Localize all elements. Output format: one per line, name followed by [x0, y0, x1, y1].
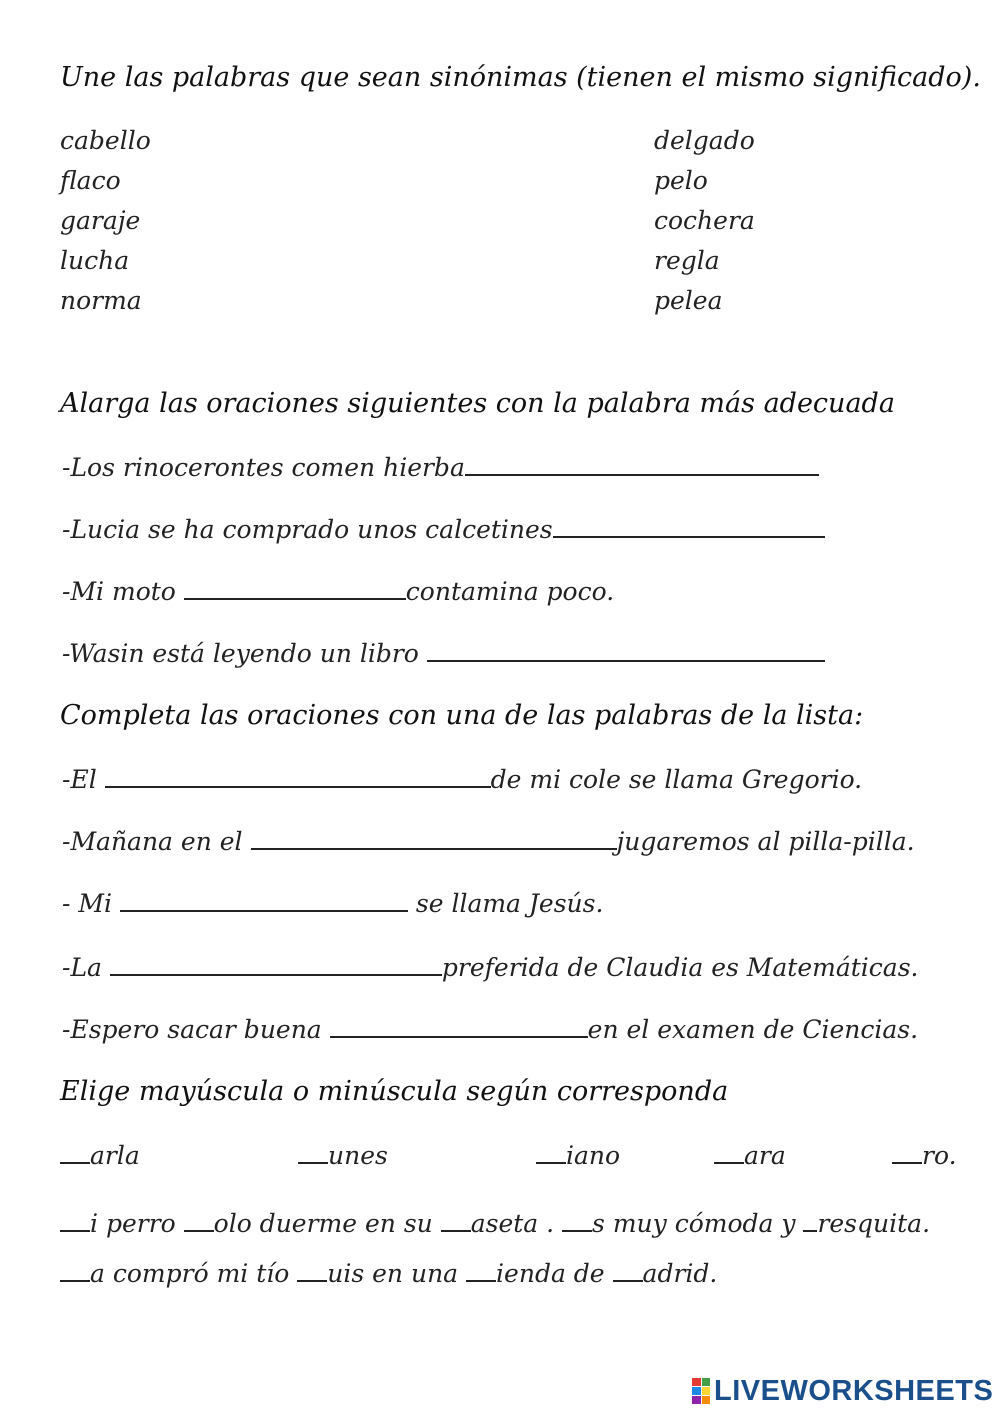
- sentence: [62, 952, 918, 982]
- sentence-text: - Mi: [62, 889, 120, 918]
- right-word: pelea: [654, 286, 723, 315]
- sentence-text: ienda de: [496, 1259, 613, 1288]
- word-text: ro.: [922, 1141, 957, 1170]
- word-item: [60, 1140, 140, 1170]
- right-word: delgado: [654, 126, 755, 155]
- letter-blank[interactable]: [892, 1140, 922, 1164]
- left-word: cabello: [60, 126, 151, 155]
- sentence-text: se llama Jesús.: [407, 889, 604, 918]
- sentence-text: jugaremos al pilla-pilla.: [616, 827, 915, 856]
- sentence-text: -Mi moto: [62, 577, 184, 606]
- word-item: [536, 1140, 620, 1170]
- letter-blank[interactable]: [60, 1208, 90, 1232]
- right-word: regla: [654, 246, 720, 275]
- sentence: [62, 514, 825, 544]
- section4-heading: Elige mayúscula o minúscula según corresponda: [60, 1076, 729, 1107]
- letter-blank[interactable]: [466, 1258, 496, 1282]
- answer-blank[interactable]: [110, 952, 442, 976]
- word-text: iano: [566, 1141, 621, 1170]
- word-text: ara: [744, 1141, 786, 1170]
- sentence: [62, 888, 603, 918]
- sentence-text: adrid.: [642, 1259, 718, 1288]
- answer-blank[interactable]: [184, 576, 406, 600]
- sentence-text: uis en una: [327, 1259, 467, 1288]
- sentence-text: -Wasin está leyendo un libro: [62, 639, 427, 668]
- letter-blank[interactable]: [562, 1208, 592, 1232]
- sentence: [62, 576, 614, 606]
- sentence-text: aseta .: [470, 1209, 563, 1238]
- logo-blocks-icon: [692, 1378, 710, 1404]
- sentence-text: contamina poco.: [405, 577, 615, 606]
- sentence-text: a compró mi tío: [90, 1259, 298, 1288]
- sentence: [62, 1014, 918, 1044]
- sentence-text: preferida de Claudia es Matemáticas.: [441, 953, 919, 982]
- letter-blank[interactable]: [184, 1208, 214, 1232]
- section3-heading: Completa las oraciones con una de las palabras de la lista:: [60, 700, 864, 731]
- sentence: [62, 452, 819, 482]
- letter-blank[interactable]: [803, 1208, 817, 1232]
- left-word: garaje: [60, 206, 141, 235]
- sentence-text: -Lucia se ha comprado unos calcetines: [62, 515, 553, 544]
- left-word: norma: [60, 286, 142, 315]
- right-word: pelo: [654, 166, 708, 195]
- liveworksheets-logo: [692, 1374, 993, 1408]
- sentence-text: resquita.: [817, 1209, 931, 1238]
- sentence-text: olo duerme en su: [213, 1209, 441, 1238]
- word-text: unes: [328, 1141, 388, 1170]
- letter-blank[interactable]: [298, 1140, 328, 1164]
- letter-blank[interactable]: [613, 1258, 643, 1282]
- sentence-text: en el examen de Ciencias.: [587, 1015, 919, 1044]
- sentence: [62, 638, 825, 668]
- answer-blank[interactable]: [553, 514, 825, 538]
- sentence: [60, 1258, 717, 1288]
- sentence-text: -El: [62, 765, 105, 794]
- sentence-text: -Los rinocerontes comen hierba: [62, 453, 465, 482]
- answer-blank[interactable]: [120, 888, 408, 912]
- letter-blank[interactable]: [297, 1258, 327, 1282]
- letter-blank[interactable]: [714, 1140, 744, 1164]
- answer-blank[interactable]: [330, 1014, 588, 1038]
- sentence: [62, 764, 862, 794]
- right-word: cochera: [654, 206, 755, 235]
- sentence-text: i perro: [90, 1209, 184, 1238]
- answer-blank[interactable]: [427, 638, 825, 662]
- sentence: [60, 1208, 930, 1238]
- word-item: [892, 1140, 957, 1170]
- sentence-text: -La: [62, 953, 110, 982]
- left-word: lucha: [60, 246, 130, 275]
- answer-blank[interactable]: [251, 826, 617, 850]
- word-text: arla: [90, 1141, 140, 1170]
- sentence-text: -Espero sacar buena: [62, 1015, 330, 1044]
- letter-blank[interactable]: [441, 1208, 471, 1232]
- sentence-text: -Mañana en el: [62, 827, 251, 856]
- word-item: [298, 1140, 388, 1170]
- letter-blank[interactable]: [60, 1140, 90, 1164]
- left-word: flaco: [60, 166, 121, 195]
- sentence-text: de mi cole se llama Gregorio.: [490, 765, 863, 794]
- letter-blank[interactable]: [536, 1140, 566, 1164]
- section1-heading: Une las palabras que sean sinónimas (tienen el mismo significado).: [60, 62, 981, 93]
- sentence-text: s muy cómoda y: [592, 1209, 804, 1238]
- section2-heading: Alarga las oraciones siguientes con la palabra más adecuada: [60, 388, 895, 419]
- sentence: [62, 826, 915, 856]
- word-item: [714, 1140, 786, 1170]
- brand-name: LIVEWORKSHEETS: [714, 1374, 994, 1407]
- letter-blank[interactable]: [60, 1258, 90, 1282]
- answer-blank[interactable]: [465, 452, 819, 476]
- answer-blank[interactable]: [105, 764, 491, 788]
